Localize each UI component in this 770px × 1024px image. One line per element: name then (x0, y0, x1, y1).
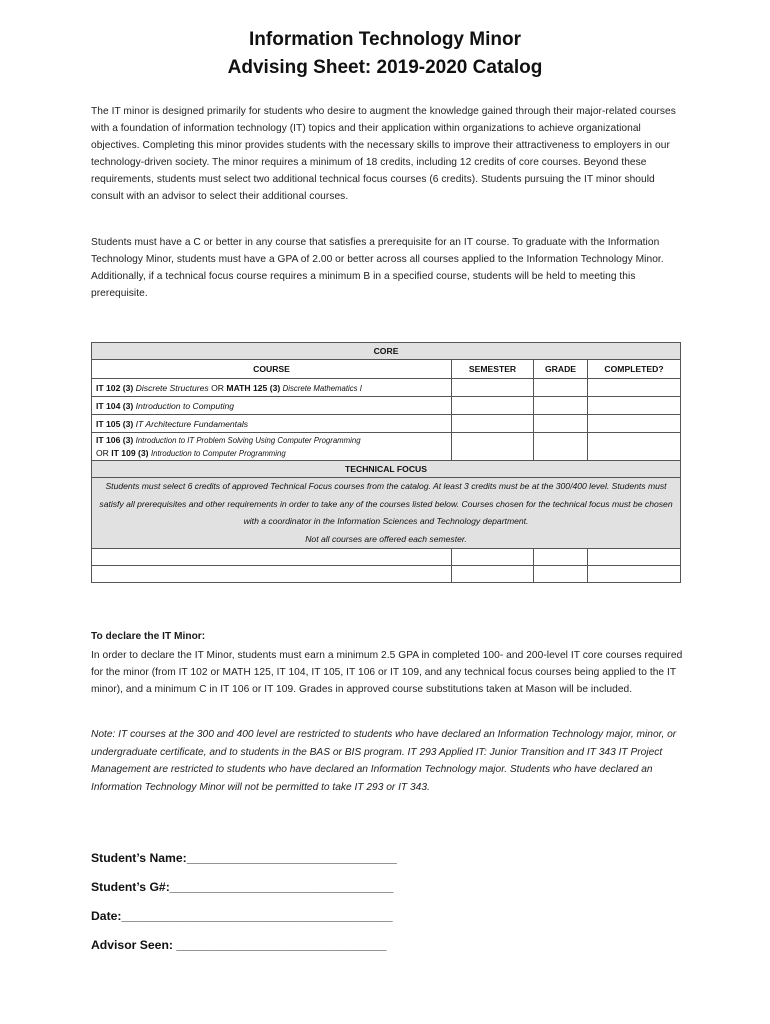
technical-focus-course-cell[interactable] (92, 566, 452, 583)
grade-cell[interactable] (534, 415, 588, 433)
course-cell: IT 106 (3) Introduction to IT Problem Solving Using Computer Programming OR IT 109 (3) Introduction to Computer Programming (92, 433, 452, 461)
grade-cell[interactable] (534, 549, 588, 566)
semester-cell[interactable] (452, 379, 534, 397)
column-course-header: COURSE (92, 360, 452, 379)
completed-cell[interactable] (588, 549, 681, 566)
table-row (92, 566, 681, 583)
column-semester-header: SEMESTER (452, 360, 534, 379)
date-field[interactable]: Date:________________________________________ (91, 909, 393, 923)
course-cell: IT 104 (3) Introduction to Computing (92, 397, 452, 415)
restriction-note: Note: IT courses at the 300 and 400 level are restricted to students who have declared an Information Technology major, minor, or undergraduate certificate, and to students in the BAS or BIS program. IT 293 Applied IT: Junior Transition and IT 343 IT Project Management are restricted to students who have declared an Information Technology major. Students who have declared an Information Technology Minor will not be permitted to take IT 293 or IT 343. (91, 729, 677, 793)
grade-cell[interactable] (534, 433, 588, 461)
course-table (91, 342, 681, 583)
completed-cell[interactable] (588, 397, 681, 415)
completed-cell[interactable] (588, 566, 681, 583)
completed-cell[interactable] (588, 433, 681, 461)
course-cell: IT 102 (3) Discrete Structures OR MATH 125 (3) Discrete Mathematics I (92, 379, 452, 397)
table-row (92, 397, 681, 415)
core-section-title: CORE (92, 343, 681, 360)
grade-cell[interactable] (534, 397, 588, 415)
technical-focus-text: Students must select 6 credits of approved Technical Focus courses from the catalog. At least 3 credits must be at the 300/400 level. Students must satisfy all prerequisites and other requirements in order to take any of the courses listed below. Courses chosen for the technical focus must be chosen with a coordinator in the Information Sciences and Technology department. (99, 481, 673, 526)
column-grade-header: GRADE (534, 360, 588, 379)
semester-cell[interactable] (452, 397, 534, 415)
grade-cell[interactable] (534, 566, 588, 583)
table-row (92, 549, 681, 566)
semester-cell[interactable] (452, 415, 534, 433)
page-subtitle: Advising Sheet: 2019-2020 Catalog (227, 57, 543, 78)
completed-cell[interactable] (588, 415, 681, 433)
semester-cell[interactable] (452, 433, 534, 461)
completed-cell[interactable] (588, 379, 681, 397)
technical-focus-instructions (92, 478, 681, 549)
page-title: Information Technology Minor (249, 29, 521, 50)
student-g-number-field[interactable]: Student’s G#:_________________________________ (91, 880, 394, 894)
column-completed-header: COMPLETED? (588, 360, 681, 379)
intro-paragraph-2: Students must have a C or better in any course that satisfies a prerequisite for an IT course. To graduate with the Information Technology Minor, students must have a GPA of 2.00 or better across all courses applied to the Information Technology Minor. Additionally, if a technical focus course requires a minimum B in a specified course, students will be held to meeting this prerequisite. (91, 237, 664, 299)
student-name-field[interactable]: Student’s Name:_______________________________ (91, 851, 397, 865)
table-row (92, 379, 681, 397)
semester-cell[interactable] (452, 566, 534, 583)
grade-cell[interactable] (534, 379, 588, 397)
technical-focus-note: Not all courses are offered each semester. (305, 533, 467, 544)
technical-focus-title: TECHNICAL FOCUS (92, 461, 681, 478)
technical-focus-course-cell[interactable] (92, 549, 452, 566)
table-row (92, 415, 681, 433)
declare-paragraph: In order to declare the IT Minor, students must earn a minimum 2.5 GPA in completed 100- and 200-level IT core courses required for the minor (from IT 102 or MATH 125, IT 104, IT 105, IT 106 or IT 109, and any technical focus courses being applied to the IT minor), and a minimum C in IT 106 or IT 109. Grades in approved course substitutions taken at Mason will be included. (91, 650, 683, 695)
advisor-seen-field[interactable]: Advisor Seen: _______________________________ (91, 938, 387, 952)
course-cell: IT 105 (3) IT Architecture Fundamentals (92, 415, 452, 433)
intro-paragraph-1: The IT minor is designed primarily for students who desire to augment the knowledge gained through their major-related courses with a foundation of information technology (IT) topics and their application within organizations to achieve organizational objectives. Completing this minor provides students with the necessary skills to improve their attractiveness to employers in our technology-driven society. The minor requires a minimum of 18 credits, including 12 credits of core courses. Beyond these requirements, students must select two additional technical focus courses (6 credits). Students pursuing the IT minor should consult with an advisor to select their additional courses. (91, 106, 676, 202)
semester-cell[interactable] (452, 549, 534, 566)
table-row (92, 433, 681, 461)
declare-heading: To declare the IT Minor: (91, 631, 206, 642)
